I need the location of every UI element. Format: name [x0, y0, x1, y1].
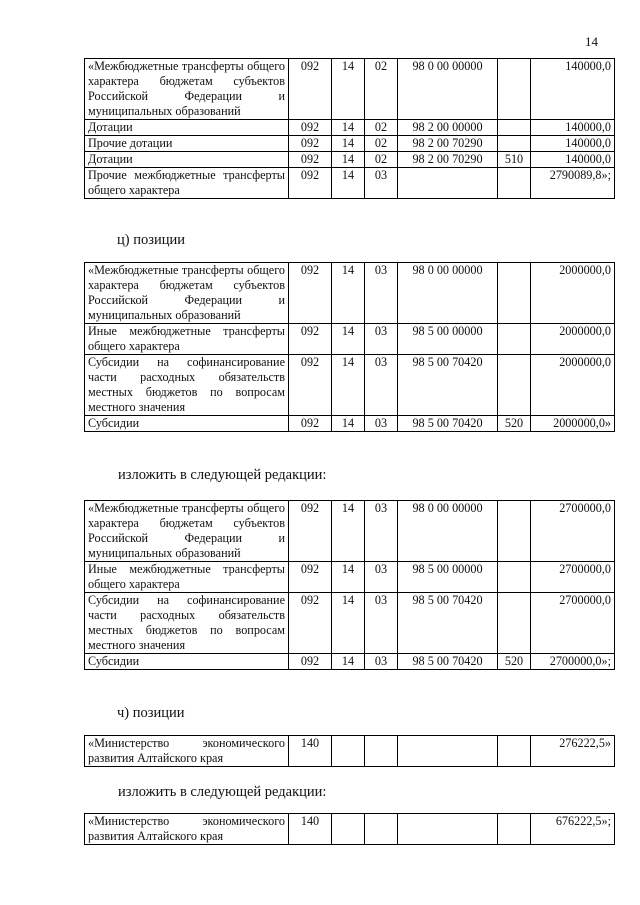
item-name-cell: «Межбюджетные трансферты общего характера бюджетам субъектов Российской Федерации и муниципальных образований: [85, 59, 289, 120]
target-article-code-cell: 98 0 00 00000: [398, 501, 498, 562]
table-row: [85, 120, 615, 136]
section-code-cell: [332, 736, 365, 767]
table-row: [85, 168, 615, 199]
expense-type-code-cell: [498, 562, 531, 593]
expense-type-code-cell: [498, 120, 531, 136]
expense-type-code-cell: [498, 136, 531, 152]
subsection-code-cell: 03: [365, 355, 398, 416]
ministry-code-cell: 092: [289, 654, 332, 670]
expense-type-code-cell: [498, 736, 531, 767]
target-article-code-cell: 98 2 00 00000: [398, 120, 498, 136]
ministry-code-cell: 092: [289, 136, 332, 152]
subsection-code-cell: 03: [365, 593, 398, 654]
ministry-code-cell: 092: [289, 355, 332, 416]
section-code-cell: 14: [332, 562, 365, 593]
ministry-code-cell: 092: [289, 59, 332, 120]
expense-type-code-cell: [498, 501, 531, 562]
ministry-code-cell: 092: [289, 120, 332, 136]
edit-instruction-1: изложить в следующей редакции:: [118, 467, 327, 483]
expense-type-code-cell: 520: [498, 416, 531, 432]
target-article-code-cell: [398, 168, 498, 199]
ministry-code-cell: 092: [289, 416, 332, 432]
section-code-cell: 14: [332, 593, 365, 654]
ministry-code-cell: 092: [289, 593, 332, 654]
section-code-cell: 14: [332, 152, 365, 168]
budget-table-3: [84, 500, 615, 670]
expense-type-code-cell: [498, 59, 531, 120]
subsection-code-cell: 03: [365, 416, 398, 432]
item-name-cell: Субсидии: [85, 416, 289, 432]
table-row: [85, 562, 615, 593]
ministry-code-cell: 092: [289, 562, 332, 593]
table-row: [85, 152, 615, 168]
expense-type-code-cell: [498, 168, 531, 199]
section-code-cell: 14: [332, 136, 365, 152]
table-row: [85, 593, 615, 654]
item-name-cell: «Межбюджетные трансферты общего характера бюджетам субъектов Российской Федерации и муниципальных образований: [85, 501, 289, 562]
ministry-code-cell: 092: [289, 324, 332, 355]
section-code-cell: 14: [332, 168, 365, 199]
table-row: [85, 654, 615, 670]
section-code-cell: 14: [332, 120, 365, 136]
budget-table-5: [84, 813, 615, 845]
amount-cell: 676222,5»;: [531, 814, 615, 845]
target-article-code-cell: 98 2 00 70290: [398, 136, 498, 152]
ministry-code-cell: 092: [289, 152, 332, 168]
section-code-cell: 14: [332, 501, 365, 562]
subsection-code-cell: 02: [365, 120, 398, 136]
target-article-code-cell: 98 2 00 70290: [398, 152, 498, 168]
table-row: [85, 263, 615, 324]
table-row: [85, 416, 615, 432]
amount-cell: 2790089,8»;: [531, 168, 615, 199]
section-code-cell: 14: [332, 654, 365, 670]
table-row: [85, 501, 615, 562]
section-heading-ts: ц) позиции: [117, 232, 185, 248]
subsection-code-cell: 03: [365, 654, 398, 670]
expense-type-code-cell: [498, 263, 531, 324]
item-name-cell: Субсидии: [85, 654, 289, 670]
expense-type-code-cell: [498, 593, 531, 654]
section-code-cell: [332, 814, 365, 845]
target-article-code-cell: [398, 814, 498, 845]
subsection-code-cell: 03: [365, 324, 398, 355]
item-name-cell: Субсидии на софинансирование части расходных обязательств местных бюджетов по вопросам местного значения: [85, 593, 289, 654]
amount-cell: 2700000,0»;: [531, 654, 615, 670]
subsection-code-cell: 02: [365, 59, 398, 120]
item-name-cell: Прочие дотации: [85, 136, 289, 152]
subsection-code-cell: 03: [365, 562, 398, 593]
target-article-code-cell: 98 0 00 00000: [398, 59, 498, 120]
item-name-cell: Дотации: [85, 120, 289, 136]
section-code-cell: 14: [332, 59, 365, 120]
target-article-code-cell: 98 5 00 00000: [398, 324, 498, 355]
ministry-code-cell: 140: [289, 814, 332, 845]
item-name-cell: Субсидии на софинансирование части расходных обязательств местных бюджетов по вопросам местного значения: [85, 355, 289, 416]
subsection-code-cell: 02: [365, 136, 398, 152]
amount-cell: 276222,5»: [531, 736, 615, 767]
edit-instruction-2: изложить в следующей редакции:: [118, 784, 327, 800]
subsection-code-cell: 03: [365, 263, 398, 324]
amount-cell: 2700000,0: [531, 501, 615, 562]
ministry-code-cell: 140: [289, 736, 332, 767]
section-code-cell: 14: [332, 416, 365, 432]
amount-cell: 2000000,0: [531, 355, 615, 416]
table-row: [85, 136, 615, 152]
target-article-code-cell: 98 5 00 70420: [398, 654, 498, 670]
amount-cell: 2000000,0»: [531, 416, 615, 432]
budget-table-2: [84, 262, 615, 432]
amount-cell: 140000,0: [531, 120, 615, 136]
table-row: [85, 736, 615, 767]
table-row: [85, 324, 615, 355]
target-article-code-cell: [398, 736, 498, 767]
item-name-cell: «Межбюджетные трансферты общего характера бюджетам субъектов Российской Федерации и муниципальных образований: [85, 263, 289, 324]
expense-type-code-cell: [498, 814, 531, 845]
target-article-code-cell: 98 0 00 00000: [398, 263, 498, 324]
subsection-code-cell: 03: [365, 168, 398, 199]
item-name-cell: «Министерство экономического развития Алтайского края: [85, 736, 289, 767]
expense-type-code-cell: 520: [498, 654, 531, 670]
amount-cell: 2700000,0: [531, 593, 615, 654]
item-name-cell: «Министерство экономического развития Алтайского края: [85, 814, 289, 845]
section-code-cell: 14: [332, 324, 365, 355]
expense-type-code-cell: 510: [498, 152, 531, 168]
budget-table-4: [84, 735, 615, 767]
table-row: [85, 814, 615, 845]
item-name-cell: Прочие межбюджетные трансферты общего характера: [85, 168, 289, 199]
amount-cell: 2000000,0: [531, 324, 615, 355]
target-article-code-cell: 98 5 00 00000: [398, 562, 498, 593]
amount-cell: 140000,0: [531, 152, 615, 168]
section-code-cell: 14: [332, 263, 365, 324]
table-row: [85, 355, 615, 416]
subsection-code-cell: [365, 736, 398, 767]
table-row: [85, 59, 615, 120]
amount-cell: 2000000,0: [531, 263, 615, 324]
subsection-code-cell: 03: [365, 501, 398, 562]
item-name-cell: Иные межбюджетные трансферты общего характера: [85, 324, 289, 355]
expense-type-code-cell: [498, 355, 531, 416]
amount-cell: 140000,0: [531, 59, 615, 120]
section-heading-ch: ч) позиции: [117, 705, 185, 721]
subsection-code-cell: [365, 814, 398, 845]
expense-type-code-cell: [498, 324, 531, 355]
budget-table-1: [84, 58, 615, 199]
amount-cell: 140000,0: [531, 136, 615, 152]
target-article-code-cell: 98 5 00 70420: [398, 355, 498, 416]
item-name-cell: Дотации: [85, 152, 289, 168]
ministry-code-cell: 092: [289, 263, 332, 324]
section-code-cell: 14: [332, 355, 365, 416]
ministry-code-cell: 092: [289, 501, 332, 562]
ministry-code-cell: 092: [289, 168, 332, 199]
subsection-code-cell: 02: [365, 152, 398, 168]
item-name-cell: Иные межбюджетные трансферты общего характера: [85, 562, 289, 593]
page-number: 14: [585, 34, 598, 49]
target-article-code-cell: 98 5 00 70420: [398, 593, 498, 654]
target-article-code-cell: 98 5 00 70420: [398, 416, 498, 432]
amount-cell: 2700000,0: [531, 562, 615, 593]
